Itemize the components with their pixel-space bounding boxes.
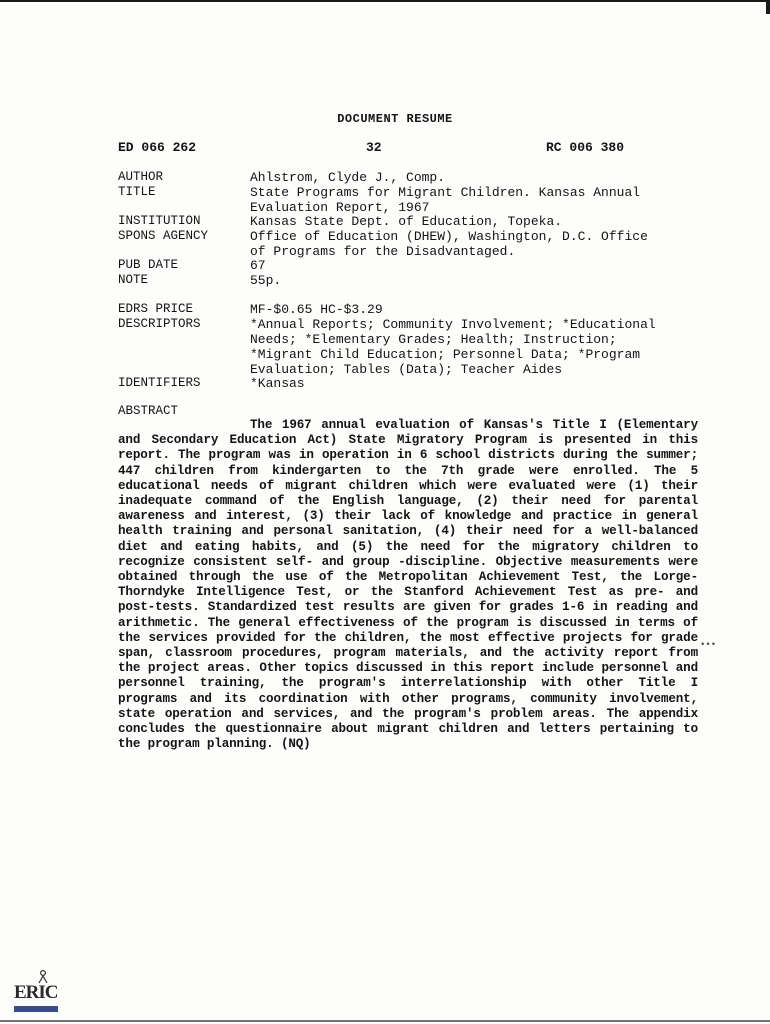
field-value-title: State Programs for Migrant Children. Kansas Annual Evaluation Report, 1967: [250, 185, 641, 215]
field-value-descriptors: *Annual Reports; Community Involvement; *Educational Needs; *Elementary Grades; Health; Instruction; *Migrant Child Education; Personnel Data; *Program Evaluation; Tables (Data); Teacher Aides: [250, 317, 656, 377]
field-label-identifiers: IDENTIFIERS: [118, 376, 201, 390]
eric-logo: [14, 970, 62, 1016]
field-value-spons-agency: Office of Education (DHEW), Washington, D.C. Office of Programs for the Disadvantaged.: [250, 229, 648, 259]
field-value-pub-date: 67: [250, 258, 266, 273]
field-label-spons-agency: SPONS AGENCY: [118, 229, 209, 243]
scan-edge-right: [766, 0, 770, 14]
scan-edge-bottom: [0, 1020, 770, 1022]
rc-number: RC 006 380: [546, 140, 625, 155]
page-code: 32: [366, 140, 382, 155]
abstract-text: The 1967 annual evaluation of Kansas's Title I (Elementary and Secondary Education Act) State Migratory Program is presented in this report. The program was in operation in 6 school districts during the summer; 447 children from kindergarten to the 7th grade were enrolled. The 5 educational needs of migrant children which were evaluated were (1) their inadequate command of the English language, (2) their need for parental awareness and interest, (3) their lack of knowledge and practice in general health training and personal sanitation, (4) their need for a well-balanced diet and eating habits, and (5) the need for the migratory children to recognize consistent self- and group -discipline. Objective measurements were obtained through the use of the Metropolitan Achievement Test, the Lorge-Thorndyke Intelligence Test, or the Stanford Achievement Test as pre- and post-tests. Standardized test results are given for grades 1-6 in reading and arithmetic. The general effectiveness of the program is discussed in terms of the services provided for the children, the most effective projects for grade span, classroom procedures, program materials, and the activity report from the project areas. Other topics discussed in this report include personnel and personnel training, the program's interrelationship with other Title I programs and its coordination with other programs, community involvement, state operation and services, and the program's problem areas. The appendix concludes the questionnaire about migrant children and letters pertaining to the program planning. (NQ): [118, 418, 698, 752]
field-label-note: NOTE: [118, 273, 149, 287]
field-value-identifiers: *Kansas: [250, 376, 305, 391]
eric-logo-band: [14, 1006, 58, 1012]
field-label-edrs-price: EDRS PRICE: [118, 302, 194, 316]
field-label-title: TITLE: [118, 185, 156, 199]
field-label-institution: INSTITUTION: [118, 214, 201, 228]
scan-speck: •••: [700, 640, 717, 650]
abstract-label: ABSTRACT: [118, 404, 179, 418]
document-heading: DOCUMENT RESUME: [337, 112, 453, 126]
field-value-author: Ahlstrom, Clyde J., Comp.: [250, 170, 446, 185]
field-label-author: AUTHOR: [118, 170, 164, 184]
scan-edge-top: [0, 0, 770, 2]
ed-number: ED 066 262: [118, 140, 197, 155]
field-label-descriptors: DESCRIPTORS: [118, 317, 201, 331]
field-value-note: 55p.: [250, 273, 282, 288]
field-label-pub-date: PUB DATE: [118, 258, 179, 272]
field-value-edrs-price: MF-$0.65 HC-$3.29: [250, 302, 383, 317]
eric-logo-text: ERIC: [14, 982, 58, 1003]
field-value-institution: Kansas State Dept. of Education, Topeka.: [250, 214, 563, 229]
